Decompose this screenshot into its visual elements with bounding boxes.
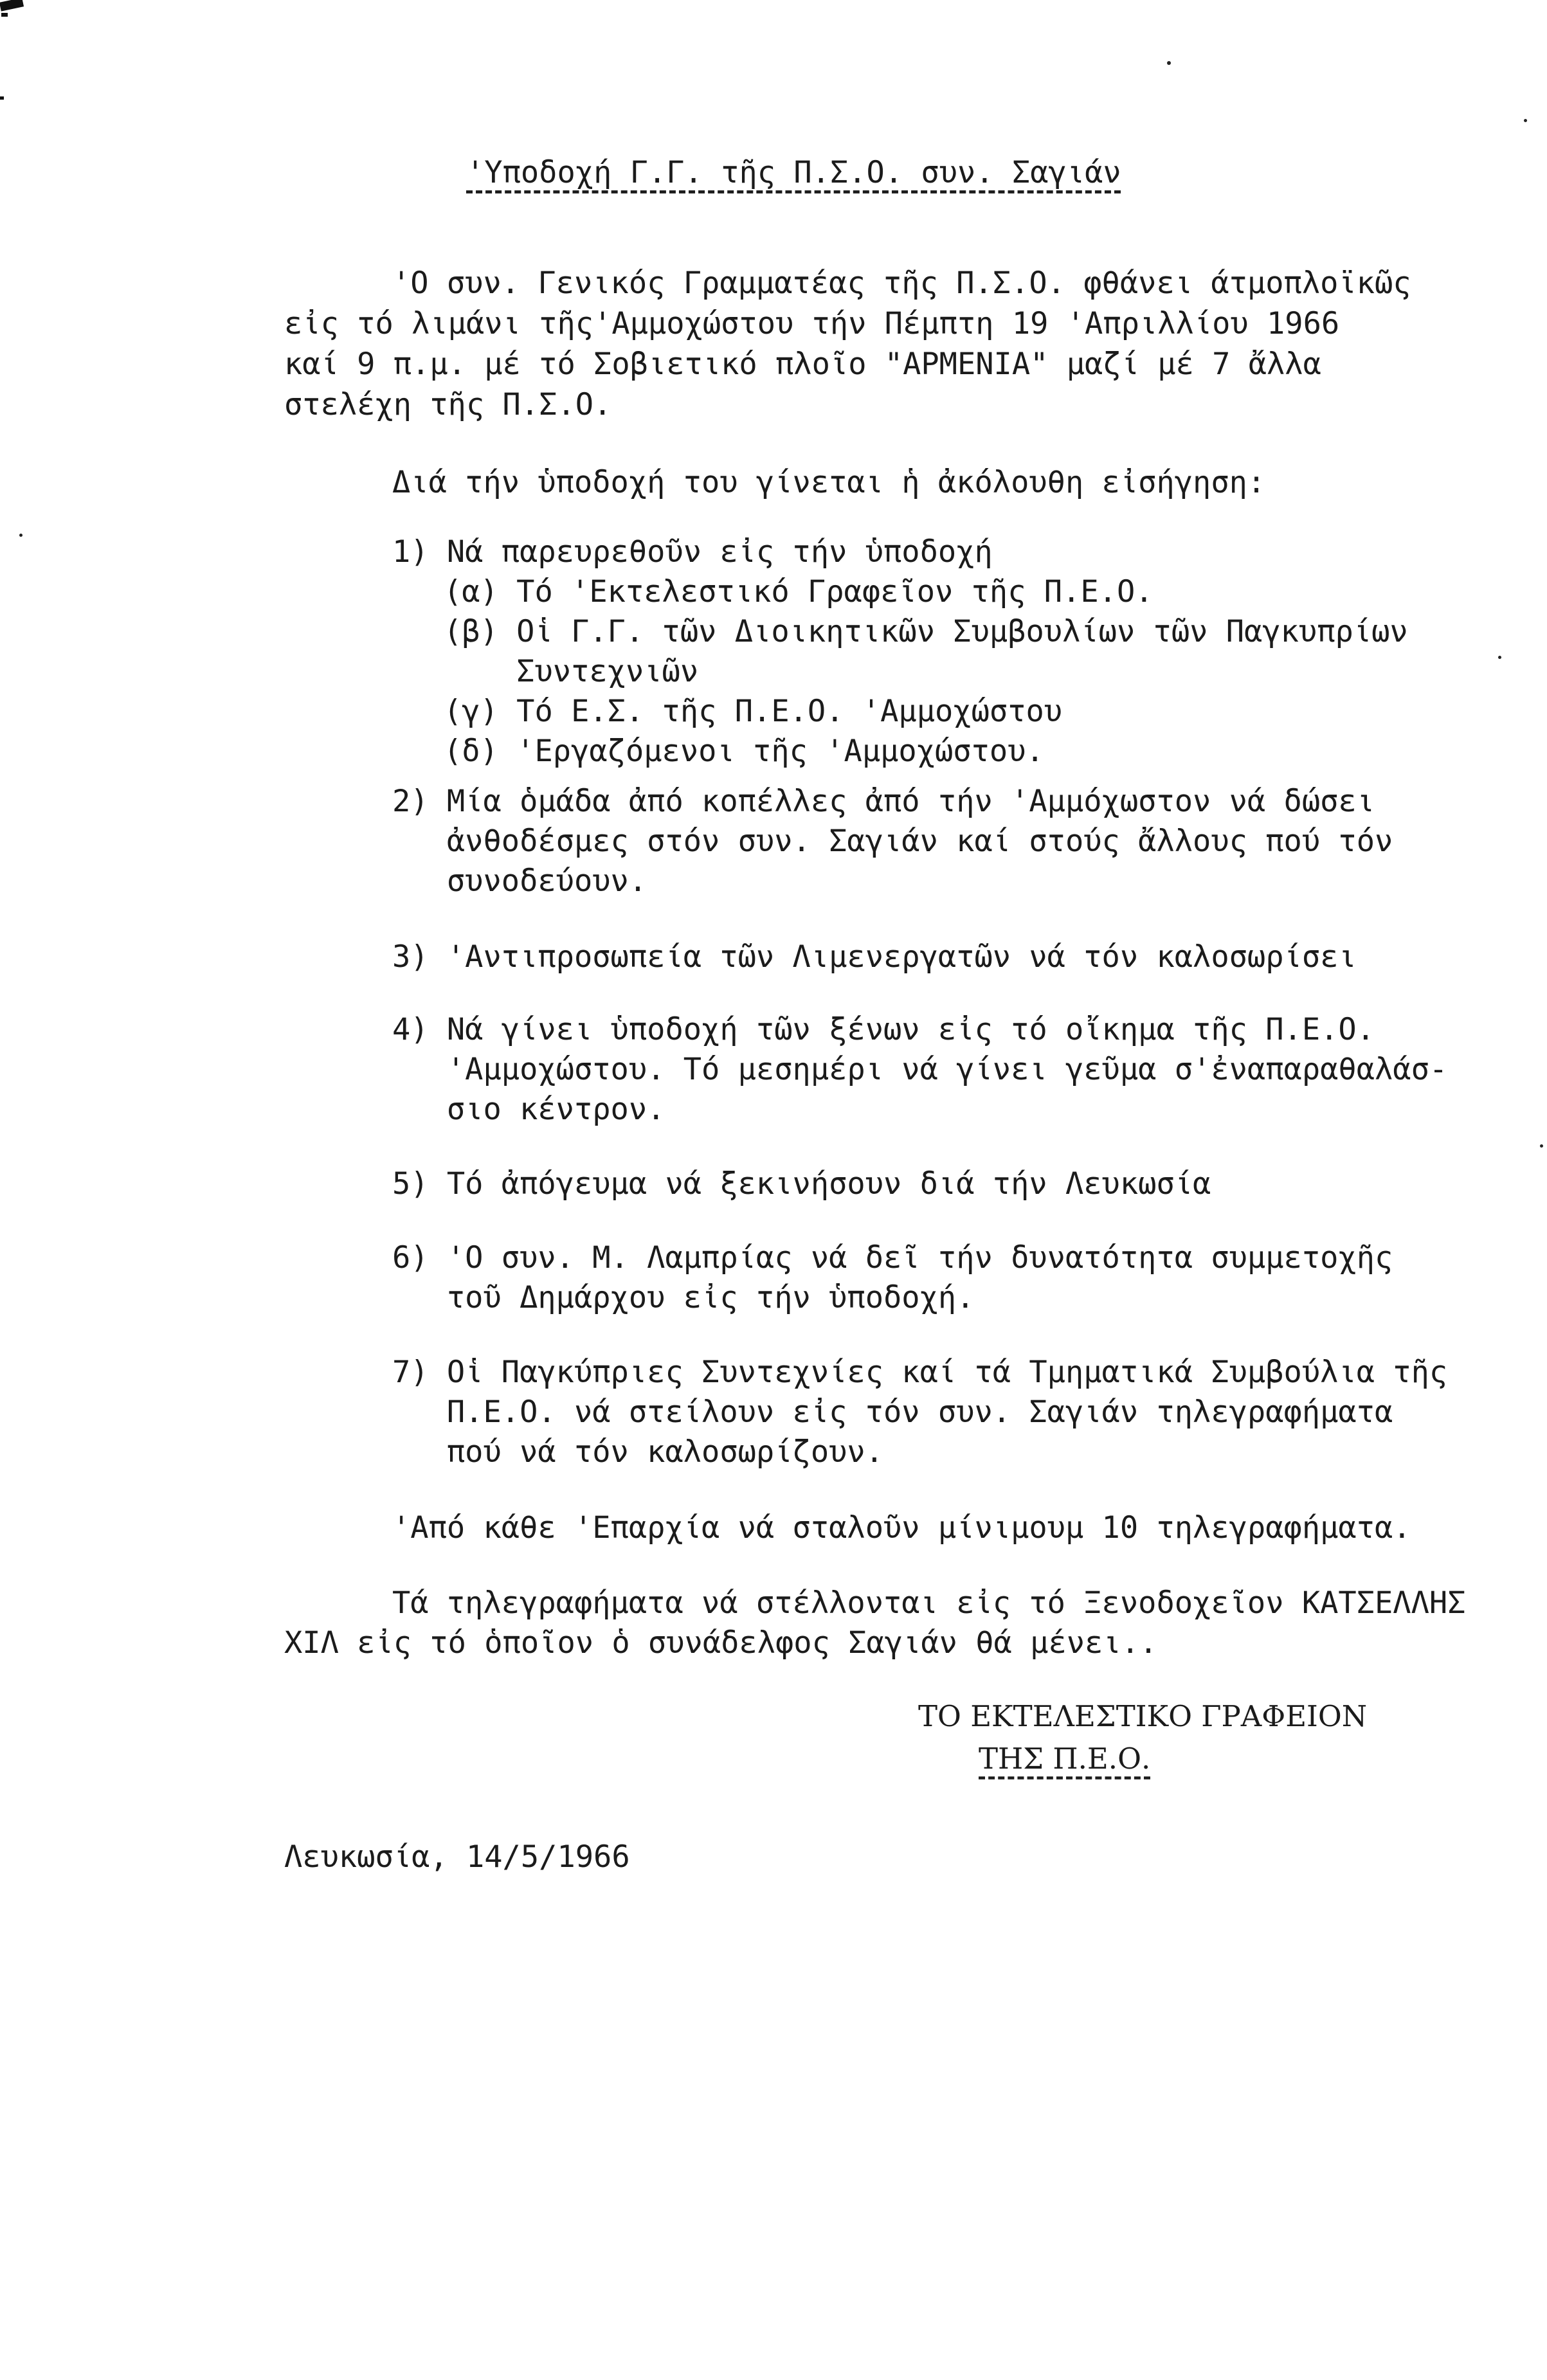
sub-item-d: (δ) 'Εργαζόμενοι τῆς 'Αμμοχώστου. bbox=[444, 734, 1044, 769]
list-item-7-cont: Π.Ε.Ο. νά στείλουν εἰς τόν συν. Σαγιάν τηλεγραφήματα bbox=[392, 1394, 1393, 1430]
sub-item-a: (α) Τό 'Εκτελεστικό Γραφεῖον τῆς Π.Ε.Ο. bbox=[444, 574, 1153, 609]
scan-speck bbox=[1540, 1144, 1543, 1148]
scan-mark bbox=[1, 13, 8, 17]
list-item-1: 1) Νά παρευρεθοῦν εἰς τήν ὑποδοχή bbox=[392, 534, 993, 570]
sub-item-b-cont: Συντεχνιῶν bbox=[444, 654, 699, 689]
intro-line: στελέχη τῆς Π.Σ.Ο. bbox=[284, 387, 612, 422]
list-item-7-cont: πού νά τόν καλοσωρίζουν. bbox=[392, 1434, 884, 1470]
list-item-2: 2) Μία ὁμάδα ἀπό κοπέλλες ἀπό τήν 'Αμμόχωστον νά δώσει bbox=[392, 784, 1375, 819]
list-item-4: 4) Νά γίνει ὑποδοχή τῶν ξένων εἰς τό οἴκημα τῆς Π.Ε.Ο. bbox=[392, 1012, 1375, 1047]
dateline: Λευκωσία, 14/5/1966 bbox=[284, 1839, 630, 1875]
list-item-3: 3) 'Αντιπροσωπεία τῶν Λιμενεργατῶν νά τόν καλοσωρίσει bbox=[392, 939, 1357, 975]
sub-item-c: (γ) Τό Ε.Σ. τῆς Π.Ε.Ο. 'Αμμοχώστου bbox=[444, 694, 1063, 729]
document-title: 'Υποδοχή Γ.Γ. τῆς Π.Σ.Ο. συν. Σαγιάν bbox=[466, 155, 1121, 190]
list-item-2-cont: συνοδεύουν. bbox=[392, 863, 647, 899]
list-item-4-cont: 'Αμμοχώστου. Τό μεσημέρι νά γίνει γεῦμα σ'ἐναπαραθαλάσ- bbox=[392, 1052, 1448, 1087]
scan-speck bbox=[1498, 656, 1501, 659]
scan-speck bbox=[1524, 119, 1527, 122]
telegrams-paragraph: 'Από κάθε 'Επαρχία νά σταλοῦν μίνιμουμ 10 τηλεγραφήματα. bbox=[392, 1510, 1411, 1546]
scan-mark bbox=[0, 96, 4, 100]
intro-line: εἰς τό λιμάνι τῆς'Αμμοχώστου τήν Πέμπτη 19 'Απριλλίου 1966 bbox=[284, 306, 1340, 341]
list-item-6-cont: τοῦ Δημάρχου εἰς τήν ὑποδοχή. bbox=[392, 1280, 975, 1315]
signature-line-2: ΤΗΣ Π.Ε.Ο. bbox=[979, 1742, 1151, 1776]
hotel-paragraph: Τά τηλεγραφήματα νά στέλλονται εἰς τό Ξενοδοχεῖον ΚΑΤΣΕΛΛΗΣ bbox=[392, 1585, 1466, 1621]
list-item-4-cont: σιο κέντρον. bbox=[392, 1092, 665, 1127]
intro-line: καί 9 π.μ. μέ τό Σοβιετικό πλοῖο "ΑΡΜΕΝΙΑ" μαζί μέ 7 ἄλλα bbox=[284, 347, 1321, 382]
signature-line-1: ΤΟ ΕΚΤΕΛΕΣΤΙΚΟ ΓΡΑΦΕΙΟΝ bbox=[918, 1699, 1368, 1733]
list-item-5: 5) Τό ἀπόγευμα νά ξεκινήσουν διά τήν Λευκωσία bbox=[392, 1166, 1211, 1202]
scan-speck bbox=[19, 534, 23, 537]
list-item-7: 7) Οἱ Παγκύπριες Συντεχνίες καί τά Τμηματικά Συμβούλια τῆς bbox=[392, 1355, 1448, 1390]
list-item-6: 6) 'Ο συν. Μ. Λαμπρίας νά δεῖ τήν δυνατότητα συμμετοχῆς bbox=[392, 1240, 1393, 1276]
scan-mark bbox=[0, 0, 24, 12]
lead-sentence: Διά τήν ὑποδοχή του γίνεται ἡ ἀκόλουθη εἰσήγηση: bbox=[392, 465, 1266, 500]
intro-line: 'Ο συν. Γενικός Γραμματέας τῆς Π.Σ.Ο. φθάνει άτμοπλοϊκῶς bbox=[392, 266, 1411, 301]
list-item-2-cont: ἀνθοδέσμες στόν συν. Σαγιάν καί στούς ἄλλους πού τόν bbox=[392, 824, 1393, 859]
scan-speck bbox=[1167, 61, 1171, 65]
sub-item-b: (β) Οἱ Γ.Γ. τῶν Διοικητικῶν Συμβουλίων τῶν Παγκυπρίων bbox=[444, 614, 1408, 649]
hotel-paragraph-cont: ΧΙΛ εἰς τό ὁποῖον ὁ συνάδελφος Σαγιάν θά μένει.. bbox=[284, 1625, 1158, 1661]
